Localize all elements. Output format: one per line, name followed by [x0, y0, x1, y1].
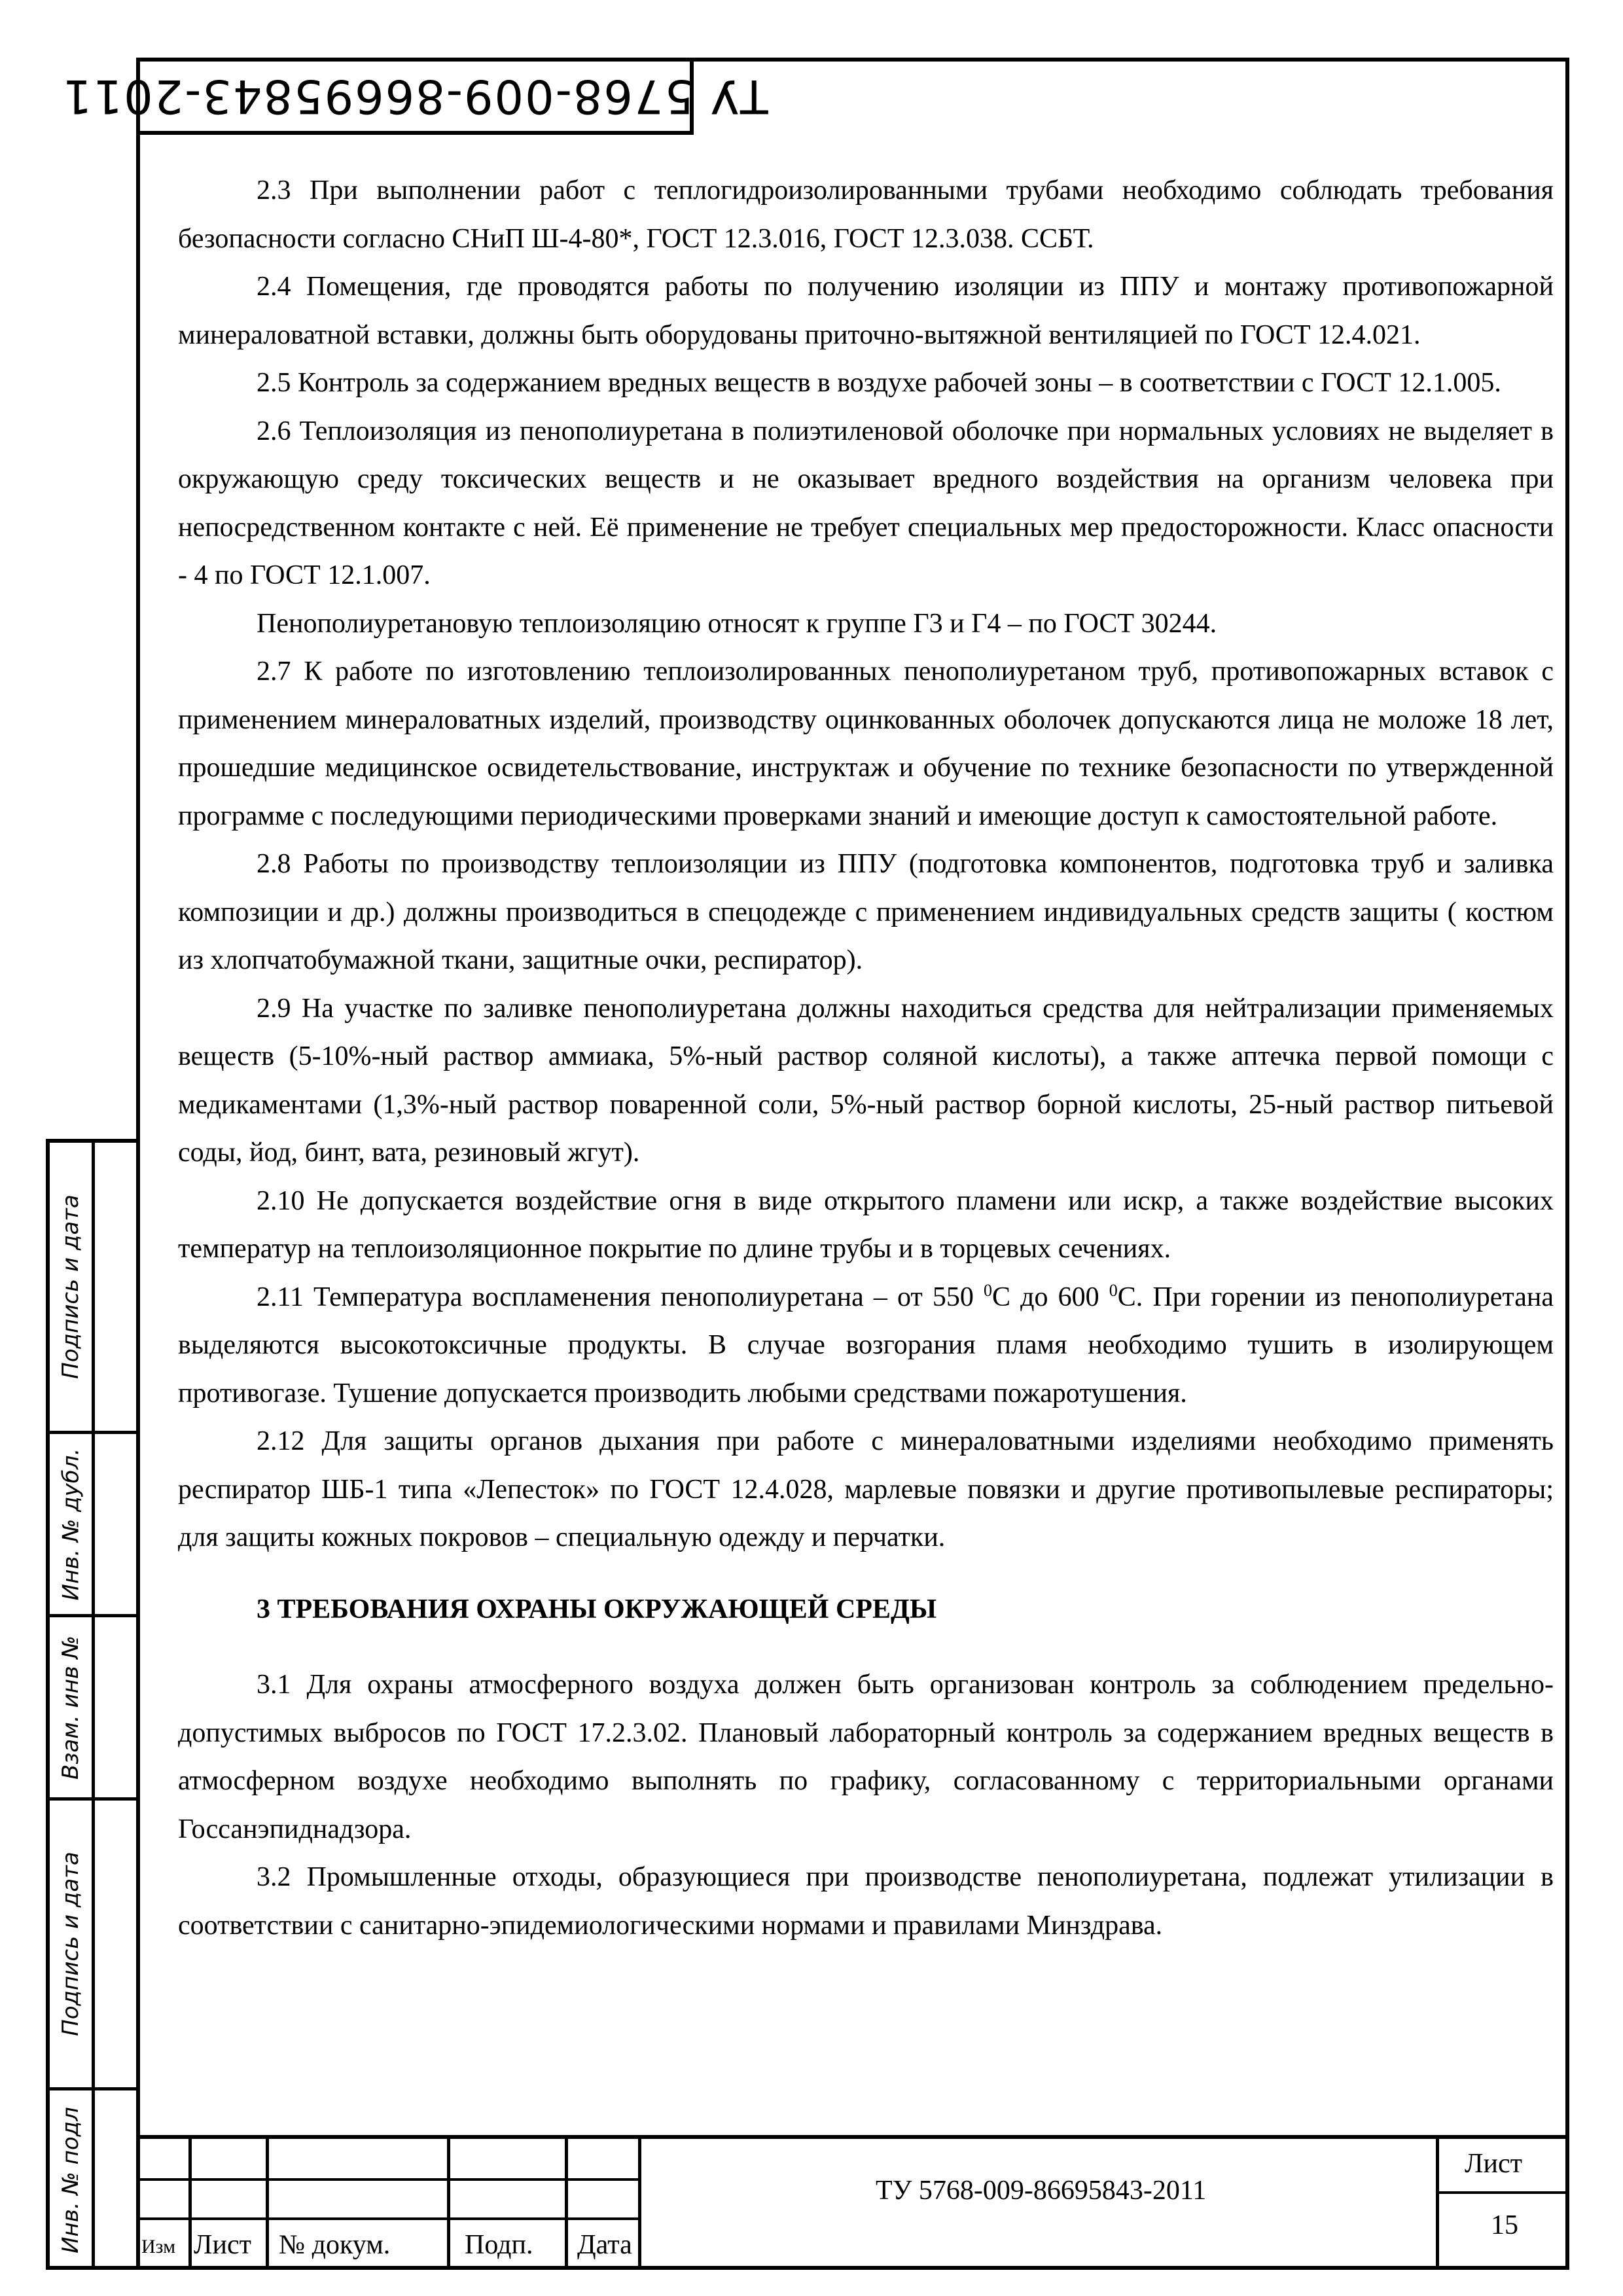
side-label-podpis-1: Подпись и дата [58, 1194, 84, 1379]
tb-hline-2 [136, 2217, 640, 2220]
tb-vline-4 [565, 2139, 568, 2270]
paragraph-2-9: 2.9 На участке по заливке пенополиуретана должны находиться средства для нейтрализации применяемых веществ (5-10%-ный раствор аммиака, 5%-ный раствор соляной кислоты), а также аптечка первой помощи с медикаментами (1,3%-ный раствор поваренной соли, 5%-ный раствор борной кислоты, 25-ный раствор питьевой соды, йод, бинт, вата, резиновый жгут). [178, 993, 1554, 1168]
paragraph-2-4: 2.4 Помещения, где проводятся работы по получению изоляции из ППУ и монтажу противопожарной минераловатной вставки, должны быть оборудованы приточно-вытяжной вентиляцией по ГОСТ 12.4.021. [178, 272, 1554, 350]
tb-label-data: Дата [577, 2230, 632, 2260]
paragraph-3-1: 3.1 Для охраны атмосферного воздуха должен быть организован контроль за соблюдением предельно-допустимых выбросов по ГОСТ 17.2.3.02. Плановый лабораторный контроль за содержанием вредных веществ в атмосферном воздухе необходимо выполнять по графику, согласованному с территориальными органами Госсанэпиднадзора. [178, 1670, 1554, 1844]
tb-label-list: Лист [194, 2230, 251, 2260]
tb-sheet-number: 15 [1491, 2210, 1518, 2240]
side-label-vzam-inv: Взам. инв № [58, 1635, 84, 1780]
section-3-heading: 3 ТРЕБОВАНИЯ ОХРАНЫ ОКРУЖАЮЩЕЙ СРЕДЫ [257, 1594, 937, 1624]
paragraph-2-12: 2.12 Для защиты органов дыхания при работе с минераловатными изделиями необходимо применять респиратор ШБ-1 типа «Лепесток» по ГОСТ 12.4.028, марлевые повязки и другие противопылевые респираторы; для защиты кожных покровов – специальную одежду и перчатки. [178, 1426, 1554, 1552]
paragraph-2-10: 2.10 Не допускается воздействие огня в виде открытого пламени или искр, а также воздействие высоких температур на теплоизоляционное покрытие по длине трубы и в торцевых сечениях. [178, 1185, 1554, 1264]
tb-label-dokum: № докум. [279, 2230, 391, 2260]
side-cell-podpis-1 [50, 1143, 92, 1431]
tb-hline-sheet [1436, 2191, 1569, 2194]
top-designation-text: ТУ 5768-009-86695843-2011 [62, 69, 768, 123]
side-stamp [46, 1139, 136, 2270]
p2-11-sup-2: 0 [1109, 1280, 1118, 1300]
tb-sheet-label: Лист [1465, 2149, 1522, 2179]
p2-11-part-b: С до 600 [992, 1282, 1109, 1312]
side-stamp-divider [92, 1143, 95, 2266]
document-body [178, 167, 1554, 1950]
side-cell-inv-podl [50, 2090, 92, 2270]
title-block [136, 2135, 1569, 2270]
side-label-podpis-2: Подпись и дата [58, 1852, 84, 2036]
side-cell-inv-dubl [50, 1434, 92, 1614]
top-designation-box [62, 58, 768, 135]
paragraph-3-2: 3.2 Промышленные отходы, образующиеся при производстве пенополиуретана, подлежат утилизации в соответствии с санитарно-эпидемиологическими нормами и правилами Минздрава. [178, 1862, 1554, 1941]
paragraph-2-3: 2.3 При выполнении работ с теплогидроизолированными трубами необходимо соблюдать требования безопасности согласно СНиП Ш-4-80*, ГОСТ 12.3.016, ГОСТ 12.3.038. ССБТ. [178, 175, 1554, 254]
tb-vline-3 [447, 2139, 450, 2270]
tb-vline-6 [1436, 2139, 1439, 2270]
paragraph-2-6: 2.6 Теплоизоляция из пенополиуретана в полиэтиленовой оболочке при нормальных условиях не выделяет в окружающую среду токсических веществ и не оказывает вредного воздействия на организм человека при непосредственном контакте с ней. Её применение не требует специальных мер предосторожности. Класс опасности - 4 по ГОСТ 12.1.007. [178, 416, 1554, 590]
p2-11-part-a: 2.11 Температура воспламенения пенополиуретана – от 550 [257, 1282, 984, 1312]
paragraph-2-11 [178, 1274, 1554, 1418]
side-label-inv-podl: Инв. № подл [58, 2107, 84, 2253]
tb-hline-1 [136, 2178, 640, 2181]
tb-designation: ТУ 5768-009-86695843-2011 [876, 2176, 1207, 2206]
side-cell-podpis-2 [50, 1801, 92, 2087]
paragraph-2-8: 2.8 Работы по производству теплоизоляции из ППУ (подготовка компонентов, подготовка труб и заливка композиции и др.) должны производиться в спецодежде с применением индивидуальных средств защиты ( костюм из хлопчатобумажной ткани, защитные очки, респиратор). [178, 849, 1554, 975]
tb-label-izm: Изм [141, 2236, 176, 2257]
side-cell-vzam-inv [50, 1617, 92, 1797]
p2-11-sup-1: 0 [984, 1280, 992, 1300]
tb-label-podp: Подп. [465, 2230, 533, 2260]
paragraph-2-6b: Пенополиуретановую теплоизоляцию относят к группе Г3 и Г4 – по ГОСТ 30244. [257, 608, 1217, 639]
tb-vline-1 [188, 2139, 192, 2270]
tb-vline-5 [638, 2139, 641, 2270]
paragraph-2-5: 2.5 Контроль за содержанием вредных веществ в воздухе рабочей зоны – в соответствии с ГОСТ 12.1.005. [257, 368, 1501, 398]
tb-vline-2 [266, 2139, 269, 2270]
paragraph-2-7: 2.7 К работе по изготовлению теплоизолированных пенополиуретаном труб, противопожарных вставок с применением минераловатных изделий, производству оцинкованных оболочек допускаются лица не моложе 18 лет, прошедшие медицинское освидетельствование, инструктаж и обучение по технике безопасности по утвержденной программе с последующими периодическими проверками знаний и имеющие доступ к самостоятельной работе. [178, 656, 1554, 831]
p2-11-part-c: С. При горении из пенополиуретана выделяются высокотоксичные продукты. В случае возгорания пламя необходимо тушить в изолирующем противогазе. Тушение допускается производить любыми средствами пожаротушения. [178, 1282, 1554, 1408]
side-label-inv-dubl: Инв. № дубл. [58, 1448, 84, 1600]
